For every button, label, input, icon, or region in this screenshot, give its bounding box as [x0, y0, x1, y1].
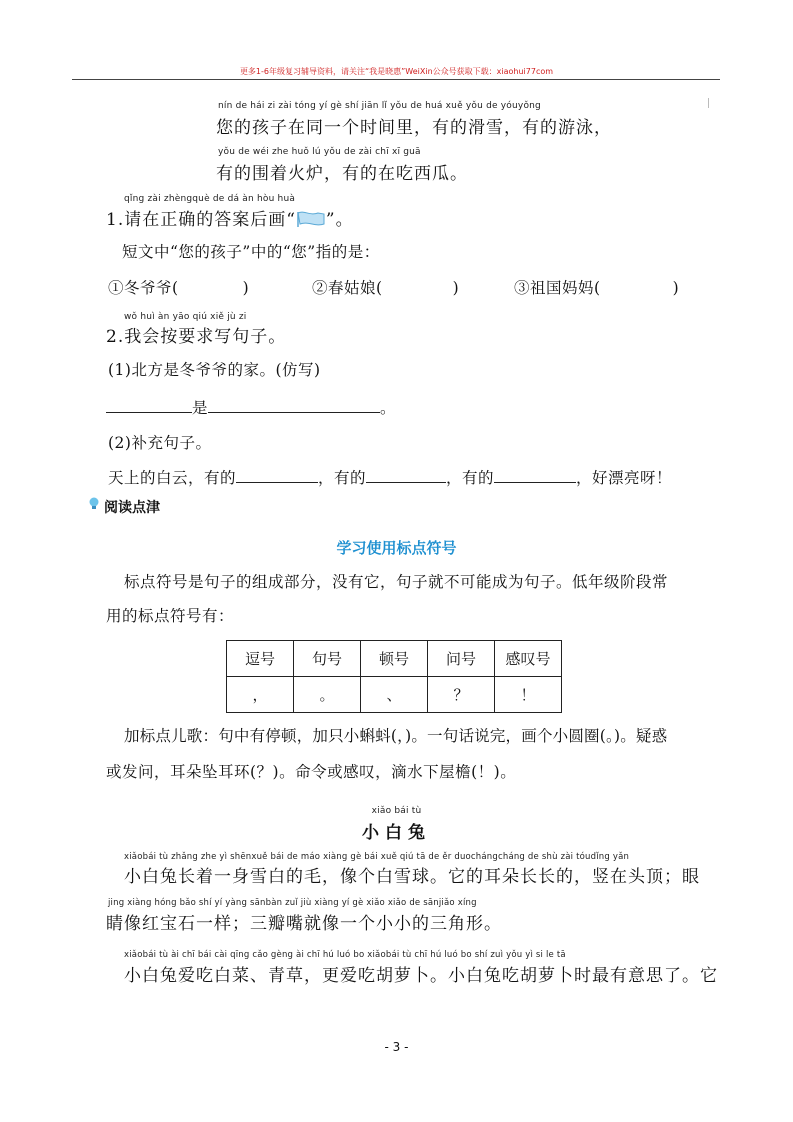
- q1-option-3[interactable]: ③祖国妈妈( ): [514, 279, 680, 297]
- story-title-pinyin: xiǎo bái tù: [371, 806, 422, 816]
- q1-title: [106, 205, 354, 230]
- answer-blank-1[interactable]: [106, 398, 192, 413]
- story-p3: 小白兔爱吃白菜、青草，更爱吃胡萝卜。小白兔吃胡萝卜时最有意思了。它: [124, 966, 718, 986]
- table-cell: ？: [428, 677, 495, 713]
- tips-title: 阅读点津: [104, 500, 160, 516]
- story-p2: 睛像红宝石一样；三瓣嘴就像一个小小的三角形。: [106, 914, 502, 934]
- table-cell: ，: [227, 677, 294, 713]
- table-header-cell: 句号: [294, 641, 361, 677]
- q2-title: 2.我会按要求写句子。: [106, 327, 287, 347]
- lightbulb-icon: [88, 497, 100, 511]
- table-row: [227, 677, 562, 713]
- intro-line2: 用的标点符号有：: [106, 607, 235, 625]
- q2-sub1-answer: 是 。: [106, 396, 396, 418]
- q1-prompt: 短文中“您的孩子”中的“您”指的是：: [122, 243, 380, 261]
- table-cell: 、: [361, 677, 428, 713]
- q2-pinyin: wǒ huì àn yāo qiú xiě jù zi: [124, 312, 247, 322]
- passage-line2: 有的围着火炉，有的在吃西瓜。: [216, 164, 468, 184]
- section-title: 学习使用标点符号: [336, 539, 457, 557]
- margin-mark: [708, 98, 709, 108]
- rhyme-line2: 或发问，耳朵坠耳环(？)。命令或感叹，滴水下屋檐(！)。: [106, 763, 517, 781]
- table-cell: 。: [294, 677, 361, 713]
- table-header-cell: 问号: [428, 641, 495, 677]
- passage-line2-pinyin: yǒu de wéi zhe huǒ lú yǒu de zài chī xī guā: [218, 147, 421, 157]
- rhyme-line1: 加标点儿歌：句中有停顿，加只小蝌蚪(，)。一句话说完，画个小圆圈(。)。疑惑: [124, 727, 668, 745]
- q1-option-1[interactable]: ①冬爷爷( ): [108, 279, 250, 297]
- answer-blank-5[interactable]: [494, 468, 576, 483]
- table-cell: ！: [495, 677, 562, 713]
- story-p2-pinyin: jing xiàng hóng bǎo shí yí yàng sānbàn zuǐ jiù xiàng yí gè xiǎo xiǎo de sānjiǎo xíng: [108, 898, 477, 908]
- table-header-cell: 感叹号: [495, 641, 562, 677]
- q2-sub2-answer: 天上的白云，有的 ，有的 ，有的 ，好漂亮呀！: [108, 469, 673, 487]
- intro-line1: 标点符号是句子的组成部分，没有它，句子就不可能成为句子。低年级阶段常: [124, 573, 669, 591]
- passage-line1: 您的孩子在同一个时间里，有的滑雪，有的游泳，: [216, 118, 612, 138]
- q1-option-2[interactable]: ②春姑娘( ): [312, 279, 460, 297]
- punctuation-table: [226, 640, 562, 713]
- answer-blank-3[interactable]: [236, 468, 318, 483]
- q1-title-suffix: ”。: [325, 210, 354, 230]
- q2-sub1: (1)北方是冬爷爷的家。(仿写): [108, 361, 321, 379]
- story-p1-pinyin: xiǎobái tù zhǎng zhe yì shēnxuě bái de máo xiàng gè bái xuě qiú tā de ěr duochángcháng de shù zài tóudǐng yǎn: [124, 852, 630, 862]
- story-p1: 小白兔长着一身雪白的毛，像个白雪球。它的耳朵长长的，竖在头顶；眼: [124, 867, 700, 887]
- passage-line1-pinyin: nín de hái zi zài tóng yí gè shí jiān lǐ yǒu de huá xuě yǒu de yóuyǒng: [218, 101, 541, 111]
- q2-sub2: (2)补充句子。: [108, 434, 212, 452]
- table-header-cell: 逗号: [227, 641, 294, 677]
- answer-blank-2[interactable]: [208, 398, 380, 413]
- answer-blank-4[interactable]: [366, 468, 446, 483]
- page-header: 更多1-6年级复习辅导资料，请关注“我是晓惠”WeiXin公众号获取下载：xiaohui77com: [239, 67, 554, 76]
- page-number: - 3 -: [384, 1040, 409, 1054]
- story-p3-pinyin: xiǎobái tù ài chī bái cài qīng cǎo gèng ài chī hú luó bo xiǎobái tù chī hú luó bo shí zuì yǒu yì si le tā: [124, 950, 566, 960]
- flag-icon: [296, 211, 326, 227]
- table-row: [227, 641, 562, 677]
- table-header-cell: 顿号: [361, 641, 428, 677]
- story-title: 小白兔: [362, 823, 431, 843]
- q1-pinyin: qǐng zài zhèngquè de dá àn hòu huà: [124, 194, 296, 204]
- header-divider: [72, 79, 720, 80]
- q1-title-prefix: 1.请在正确的答案后画“: [106, 210, 296, 230]
